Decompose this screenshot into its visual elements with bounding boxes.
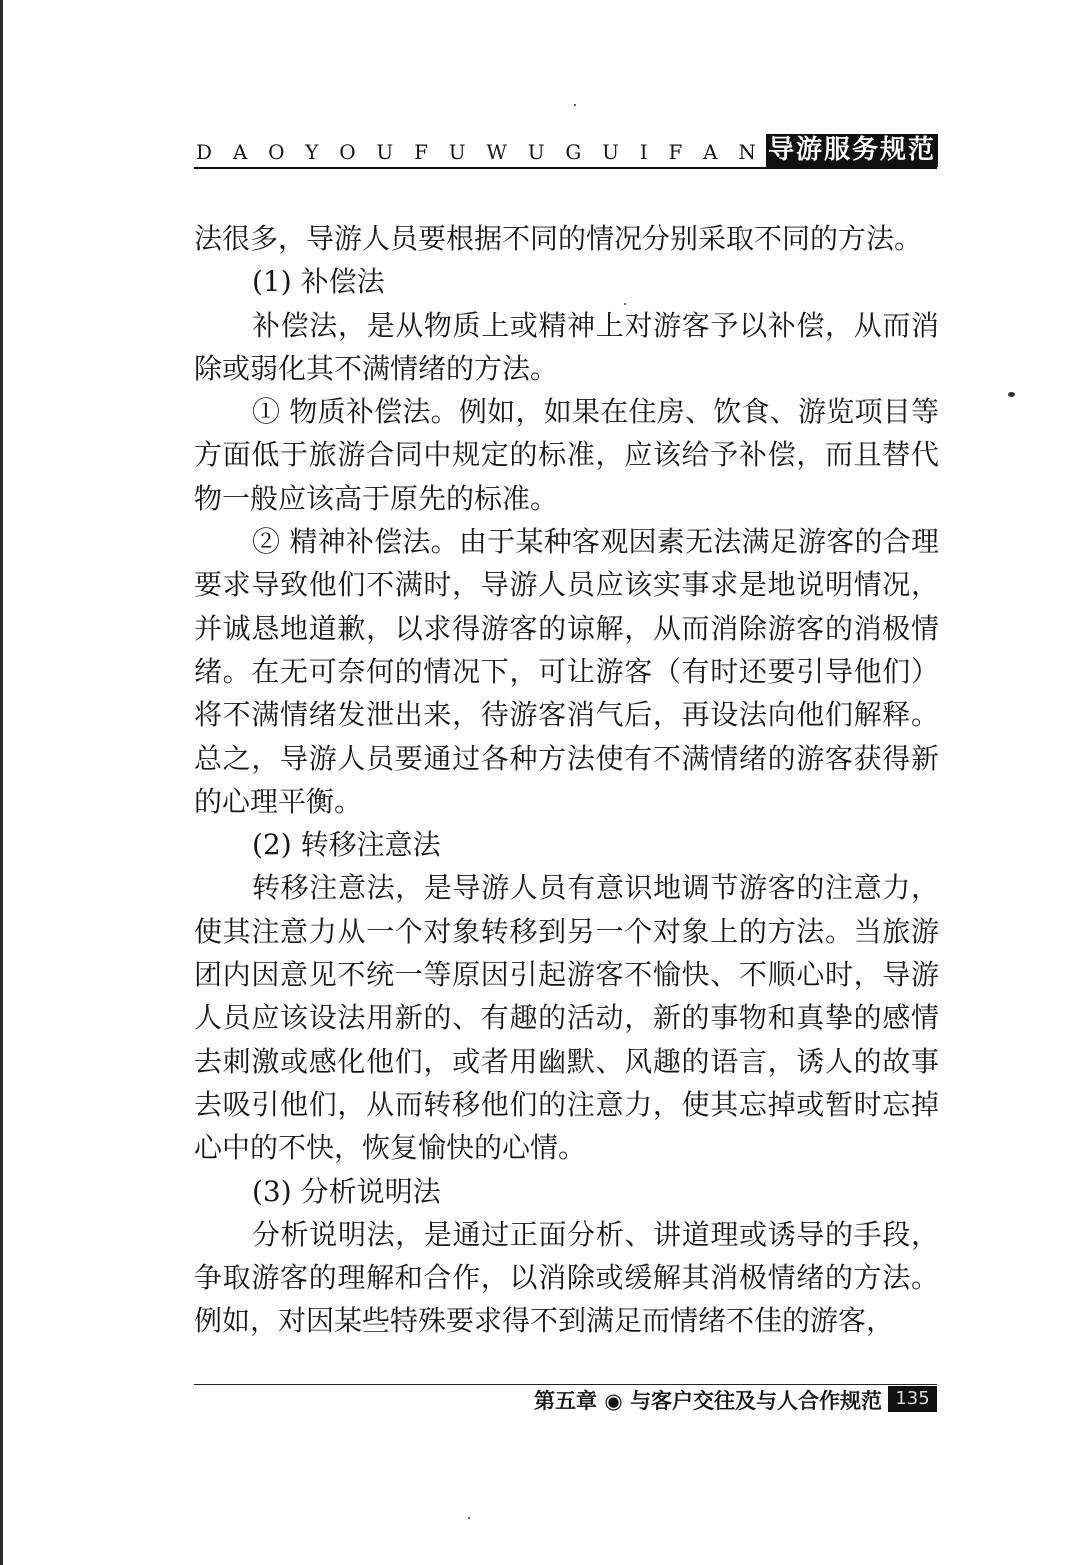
header-letter: O [339,140,356,164]
paragraph: ② 精神补偿法。由于某种客观因素无法满足游客的合理要求导致他们不满时，导游人员应该实事求是地说明情况，并诚恳地道歉，以求得游客的谅解，从而消除游客的消极情绪。在无可奈何的情况下，可让游客（有时还要引导他们）将不满情绪发泄出来，待游客消气后，再设法向他们解释。总之，导游人员要通过各种方法使有不满情绪的游客获得新的心理平衡。 [194,525,939,818]
header-book-title: 导游服务规范 [767,135,936,165]
header-letter: O [268,140,285,164]
header-pinyin [196,140,756,164]
header-letter: U [376,140,394,164]
section-heading: (3) 分析说明法 [252,1174,441,1208]
footer-rule [194,1384,937,1385]
scan-speck [624,303,626,305]
header-letter: U [527,140,545,164]
paragraph: 分析说明法，是通过正面分析、讲道理或诱导的手段，争取游客的理解和合作，以消除或缓解其消极情绪的方法。例如，对因某些特殊要求得不到满足而情绪不佳的游客， [194,1217,939,1338]
header-rule [194,167,937,169]
header-letter: A [703,140,718,164]
paragraph: 法很多，导游人员要根据不同的情况分别采取不同的方法。 [194,222,923,255]
header-letter: Y [305,140,319,164]
paragraph: 补偿法，是从物质上或精神上对游客予以补偿，从而消除或弱化其不满情绪的方法。 [194,308,939,385]
paragraph: 转移注意法，是导游人员有意识地调节游客的注意力，使其注意力从一个对象转移到另一个对象上的方法。当旅游团内因意见不统一等原因引起游客不愉快、不顺心时，导游人员应该设法用新的、有趣的活动，新的事物和真挚的感情去刺激或感化他们，或者用幽默、风趣的语言，诱人的故事去吸引他们，从而转移他们的注意力，使其忘掉或暂时忘掉心中的不快，恢复愉快的心情。 [194,871,939,1165]
header-letter: U [602,140,619,164]
header-letter: N [738,140,756,164]
paragraph: ① 物质补偿法。例如，如果在住房、饮食、游览项目等方面低于旅游合同中规定的标准，应该给予补偿，而且替代物一般应该高于原先的标准。 [194,395,939,515]
section-heading: (2) 转移注意法 [252,828,441,862]
header-letter: F [414,140,428,164]
header-letter: A [232,140,248,164]
page-body [194,217,939,1343]
header-letter: D [196,140,213,164]
header-letter: G [565,140,582,164]
header-letter: U [448,140,466,164]
footer-chapter-title: 第五章 ◉ 与客户交往及与人合作规范 [534,1389,882,1413]
header-letter: F [668,140,683,164]
scan-edge [0,0,3,1565]
header-letter: I [639,140,648,164]
scan-speck [574,104,576,106]
page-number: 135 [888,1386,937,1412]
section-heading: (1) 补偿法 [252,265,385,299]
header-letter: W [486,140,507,164]
scan-speck [1008,392,1015,397]
scan-speck [468,1517,470,1519]
